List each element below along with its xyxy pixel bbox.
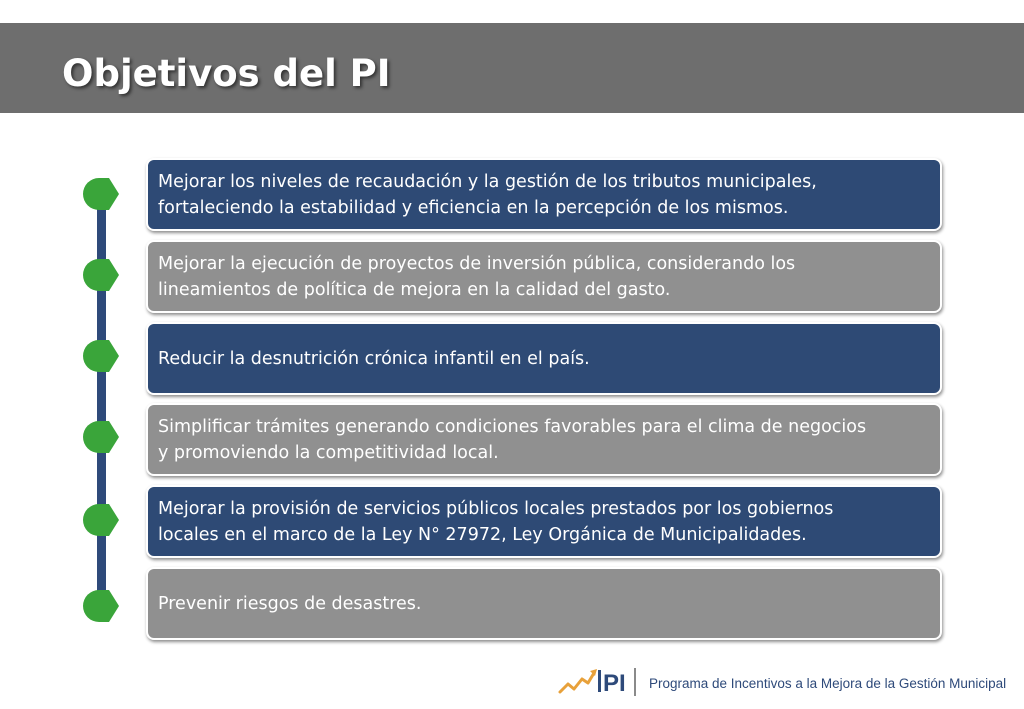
objective-box-2: Mejorar la ejecución de proyectos de inversión pública, considerando los lineamientos de política de mejora en la calidad del gasto. bbox=[146, 240, 942, 313]
timeline-node-4 bbox=[83, 421, 119, 453]
pi-logo-text: PI bbox=[603, 670, 626, 697]
timeline-node-6 bbox=[83, 590, 119, 622]
timeline-node-1 bbox=[83, 178, 119, 210]
objective-box-3: Reducir la desnutrición crónica infantil en el país. bbox=[146, 322, 942, 395]
timeline-node-2 bbox=[83, 259, 119, 291]
program-name: Programa de Incentivos a la Mejora de la Gestión Municipal bbox=[649, 676, 1007, 691]
objective-box-5: Mejorar la provisión de servicios públicos locales prestados por los gobiernos locales en el marco de la Ley N° 27972, Ley Orgánica de Municipalidades. bbox=[146, 485, 942, 558]
timeline-node-3 bbox=[83, 340, 119, 372]
objective-box-4: Simplificar trámites generando condiciones favorables para el clima de negocios y promoviendo la competitividad local. bbox=[146, 403, 942, 476]
timeline-node-5 bbox=[83, 504, 119, 536]
timeline-line bbox=[97, 185, 106, 603]
page-title: Objetivos del PI bbox=[62, 52, 391, 95]
pi-logo bbox=[556, 666, 646, 698]
objective-box-1: Mejorar los niveles de recaudación y la gestión de los tributos municipales, fortaleciendo la estabilidad y eficiencia en la percepción de los mismos. bbox=[146, 158, 942, 231]
objective-box-6: Prevenir riesgos de desastres. bbox=[146, 567, 942, 640]
